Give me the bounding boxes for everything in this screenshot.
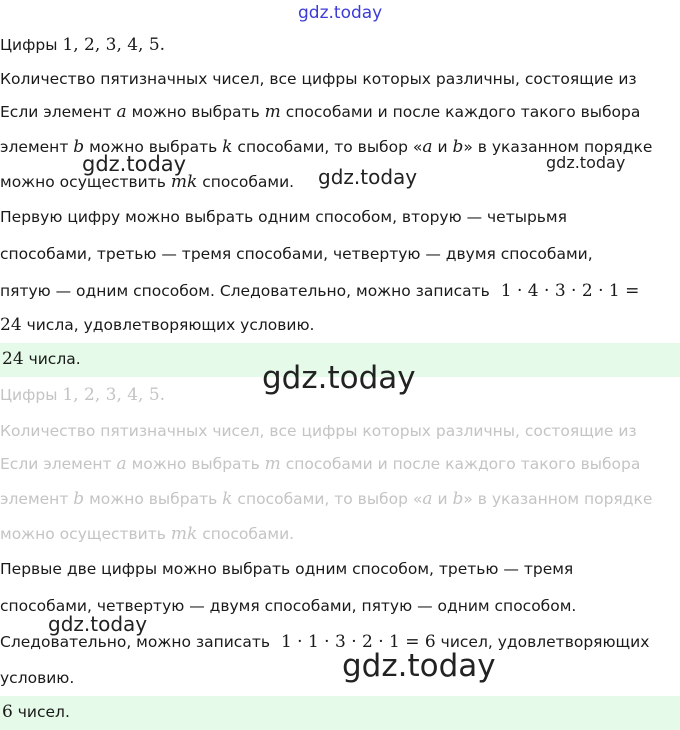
math-var: a [422, 489, 433, 509]
rule-text: способами и после каждого такого выбора [285, 455, 641, 473]
math-var: b [73, 137, 85, 157]
rule-text: Если элемент [0, 455, 112, 473]
answer-math: 24 [2, 349, 24, 369]
digits-line [0, 35, 165, 55]
solution-math: 1 · 1 · 3 · 2 · 1 = 6 [280, 632, 436, 652]
math-var: mk [170, 524, 198, 544]
rule-text: можно выбрать [131, 455, 260, 473]
count-line: Количество пятизначных чисел, все цифры которых различны, состоящие из [0, 70, 637, 88]
rule-text: способами, то выбор « [237, 138, 423, 156]
solution-text: чисел, удовлетворяющих [440, 633, 650, 651]
solution-text: числа, удовлетворяющих условию. [26, 316, 315, 334]
watermark: gdz.today [318, 165, 418, 189]
math-var: m [264, 454, 281, 474]
rule-text: можно осуществить [0, 173, 166, 191]
math-var: a [422, 137, 433, 157]
rule-text: и [437, 490, 448, 508]
watermark-top: gdz.today [298, 3, 383, 23]
watermark: gdz.today [342, 648, 496, 684]
solution2-line-1: Первые две цифры можно выбрать одним способом, третью — тремя [0, 560, 574, 578]
math-var: a [116, 454, 127, 474]
rule-text: и [437, 138, 448, 156]
answer-box-2 [0, 696, 680, 730]
answer-math: 6 [2, 702, 13, 722]
rule-text: Если элемент [0, 103, 112, 121]
rule-text: способами и после каждого такого выбора [285, 103, 641, 121]
solution-text: пятую — одним способом. Следовательно, можно записать [0, 282, 490, 300]
solution-math: 24 [0, 315, 22, 335]
rule-text: можно выбрать [89, 490, 218, 508]
math-var: b [452, 489, 464, 509]
solution-line-2: способами, третью — тремя способами, четвертую — двумя способами, [0, 245, 593, 263]
rule-line-1 [0, 102, 640, 122]
rule-text: можно осуществить [0, 525, 166, 543]
rule-line-3-faded [0, 524, 294, 544]
rule-text: » в указанном порядке [463, 490, 653, 508]
rule-text: можно выбрать [89, 138, 218, 156]
digits-prefix: Цифры [0, 36, 58, 54]
math-var: m [264, 102, 281, 122]
watermark: gdz.today [546, 153, 626, 172]
rule-text: способами, то выбор « [237, 490, 423, 508]
digits-line-faded [0, 385, 165, 405]
math-var: b [452, 137, 464, 157]
rule-text: элемент [0, 490, 69, 508]
digits-math: 1, 2, 3, 4, 5. [62, 385, 166, 405]
digits-math: 1, 2, 3, 4, 5. [62, 35, 166, 55]
watermark: gdz.today [48, 612, 148, 636]
solution2-line-2: способами, четвертую — двумя способами, пятую — одним способом. [0, 597, 577, 615]
rule-text: элемент [0, 138, 69, 156]
watermark: gdz.today [82, 152, 187, 176]
math-var: mk [170, 172, 198, 192]
rule-line-1-faded [0, 454, 640, 474]
rule-text: способами. [202, 525, 295, 543]
solution-math: 1 · 4 · 3 · 2 · 1 = [500, 281, 640, 301]
count-line-faded: Количество пятизначных чисел, все цифры которых различны, состоящие из [0, 422, 637, 440]
math-var: a [116, 102, 127, 122]
answer-line [2, 349, 81, 369]
answer-text: числа. [28, 350, 81, 368]
solution-line-3 [0, 281, 639, 301]
solution-line-4 [0, 315, 314, 335]
digits-prefix: Цифры [0, 386, 58, 404]
answer-line [2, 702, 70, 722]
rule-text: можно выбрать [131, 103, 260, 121]
solution-line-1: Первую цифру можно выбрать одним способом, вторую — четырьмя [0, 208, 567, 226]
math-var: k [222, 137, 233, 157]
solution2-line-4: условию. [0, 669, 75, 687]
solution-text: Следовательно, можно записать [0, 633, 270, 651]
math-var: k [222, 489, 233, 509]
rule-text: » в указанном порядке [463, 138, 653, 156]
math-var: b [73, 489, 85, 509]
watermark: gdz.today [262, 360, 416, 396]
rule-line-2-faded [0, 489, 652, 509]
rule-text: способами. [202, 173, 295, 191]
answer-text: чисел. [17, 703, 70, 721]
